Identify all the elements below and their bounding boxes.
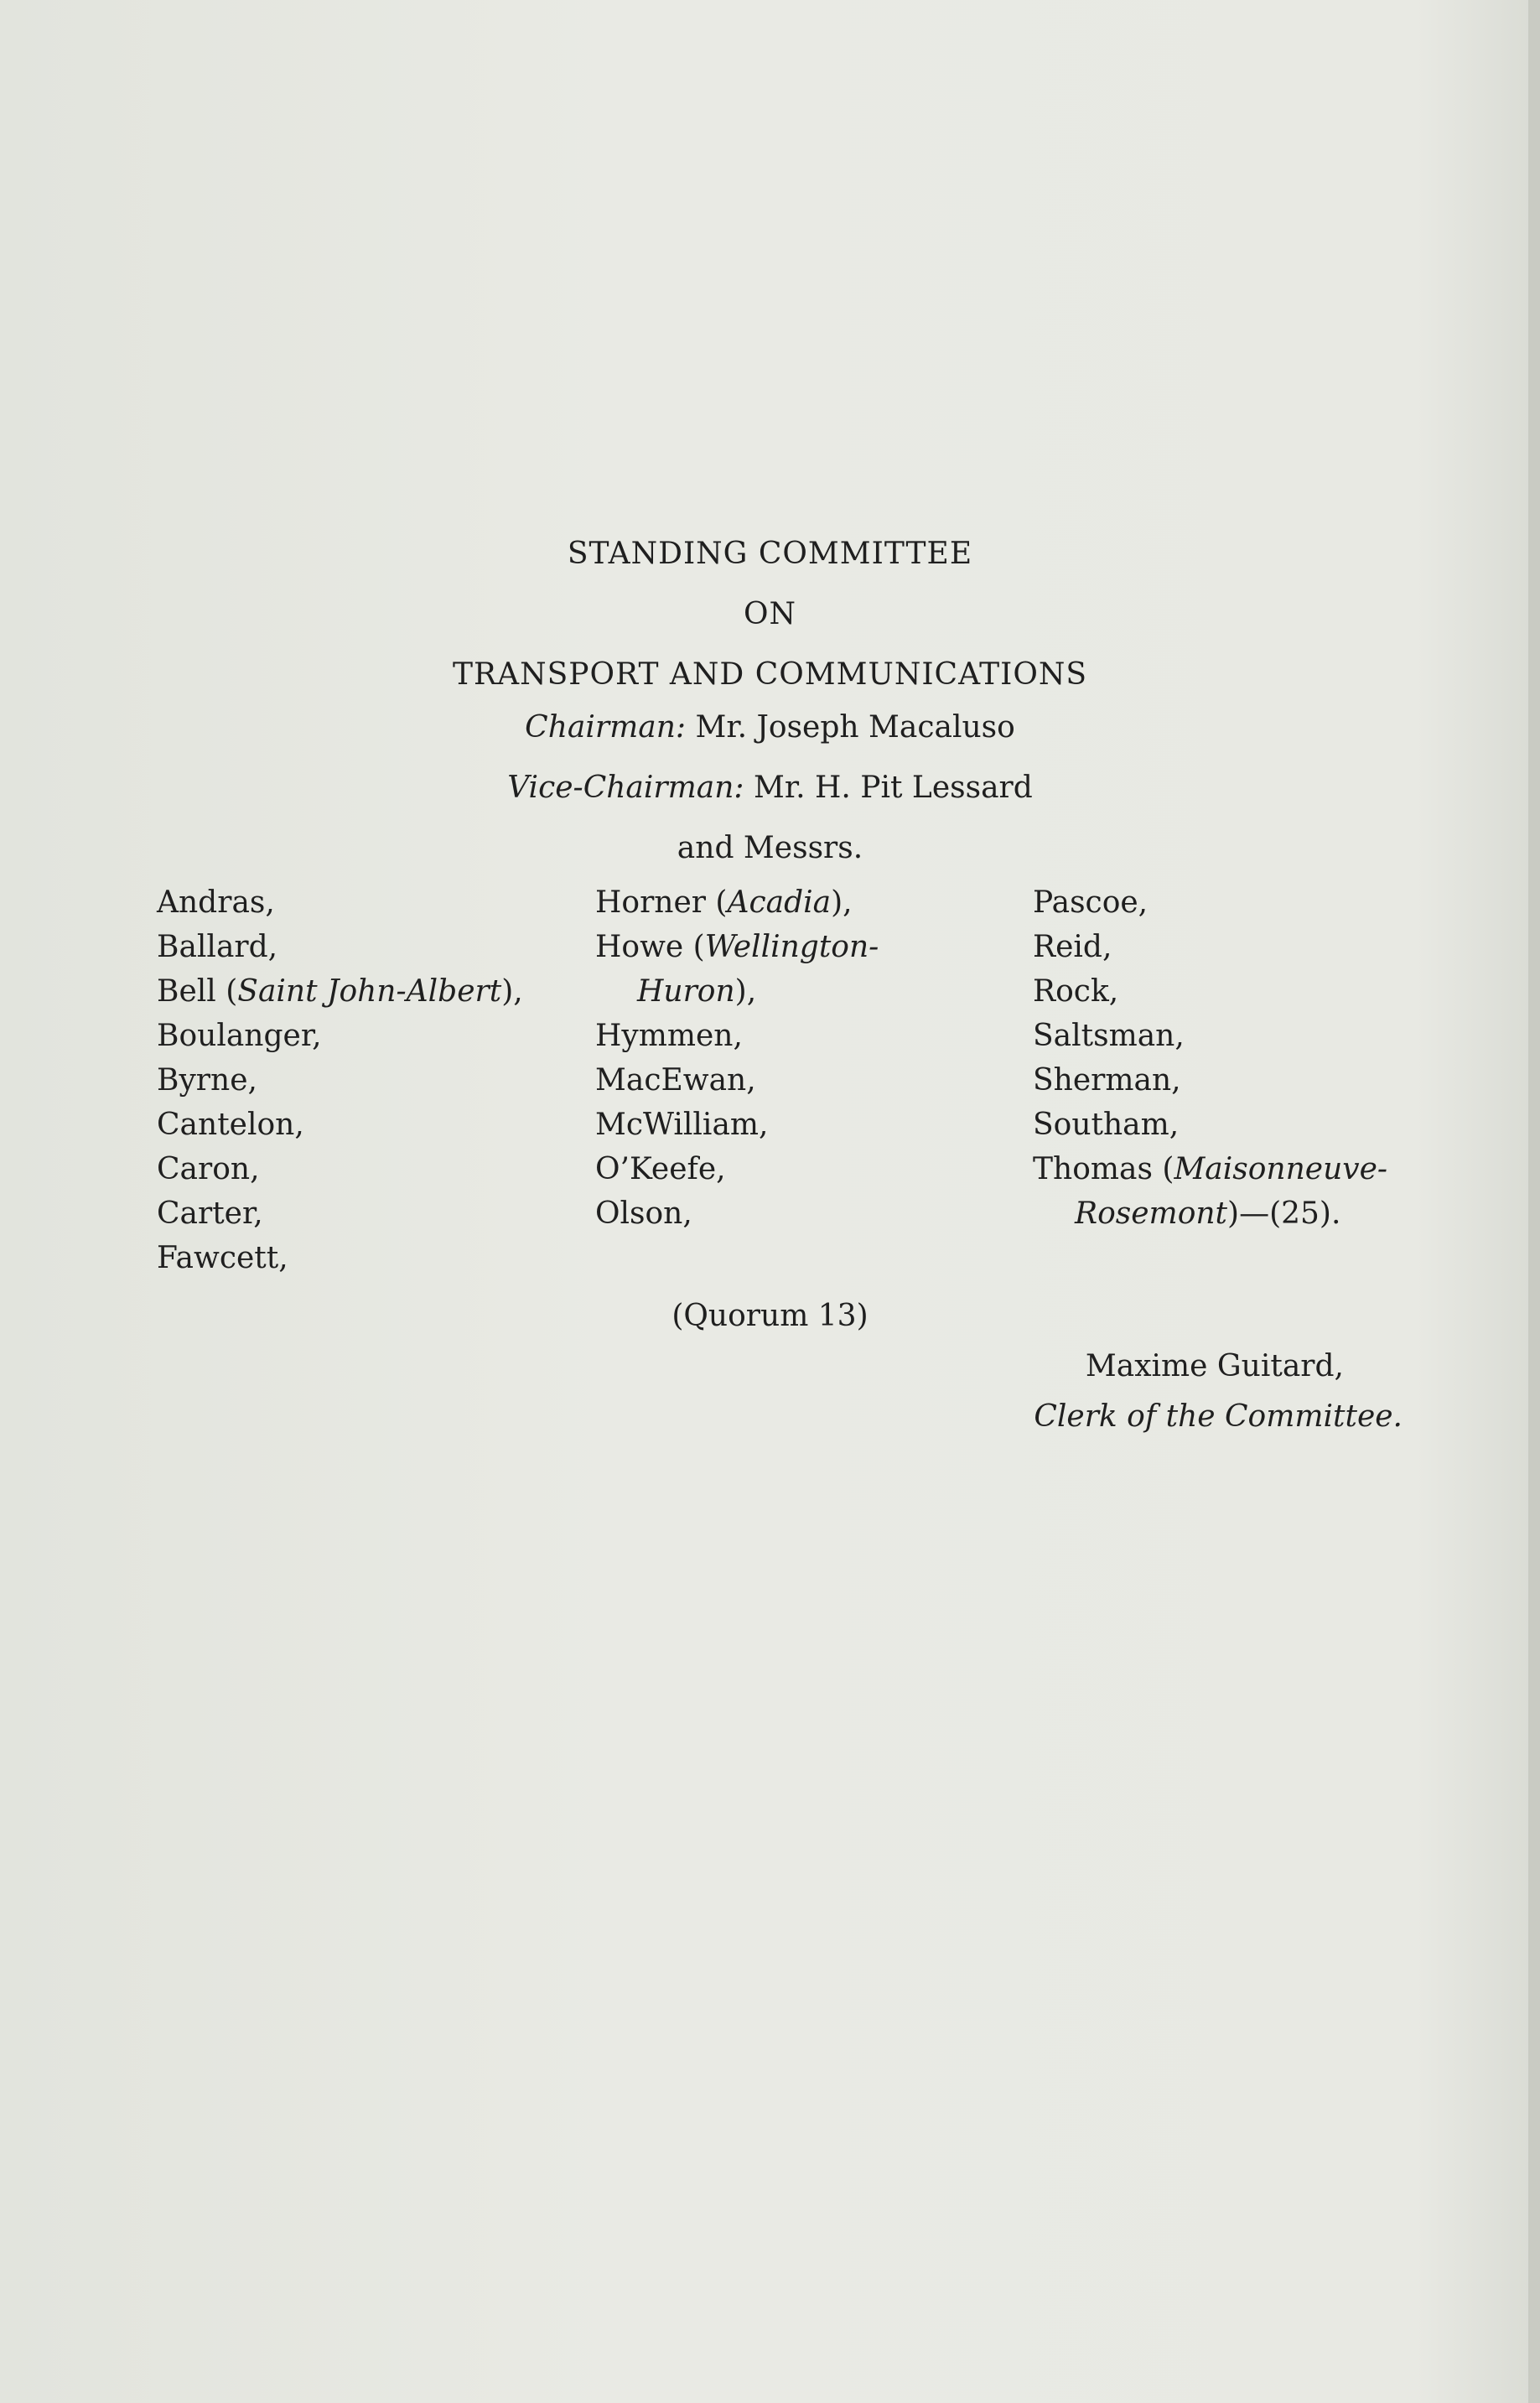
member-punct: ), [501, 974, 523, 1009]
vice-chairman-name: Mr. H. Pit Lessard [753, 771, 1033, 805]
members-column-1 [157, 880, 523, 1280]
member-riding: Saint John-Albert [237, 974, 502, 1009]
member-name: Andras, [157, 885, 275, 920]
member-name: Reid, [1033, 930, 1112, 964]
member-name [595, 925, 879, 969]
clerk-signature [1034, 1342, 1403, 1442]
page-edge [1528, 0, 1540, 2403]
member-riding: Wellington- [704, 930, 879, 964]
quorum-line: (Quorum 13) [671, 1299, 869, 1333]
member-name: Saltsman, [1033, 1019, 1185, 1053]
member-name: Boulanger, [157, 1019, 322, 1053]
vice-chairman-label: Vice-Chairman: [507, 771, 744, 805]
messrs-line: and Messrs. [677, 831, 863, 865]
member-name-cont [1033, 1191, 1387, 1236]
member-name: Rock, [1033, 974, 1119, 1009]
member-name: Carter, [157, 1196, 263, 1231]
chairman-label: Chairman: [525, 710, 687, 745]
heading-line-2: ON [743, 597, 796, 631]
member-riding: Maisonneuve- [1174, 1152, 1388, 1186]
member-riding: Huron [637, 974, 735, 1009]
member-name: MacEwan, [595, 1063, 756, 1098]
chairman-name: Mr. Joseph Macaluso [695, 710, 1015, 745]
chairman-line [0, 698, 1540, 758]
member-name [595, 880, 879, 925]
member-name: Pascoe, [1033, 885, 1149, 920]
member-name: Fawcett, [157, 1241, 288, 1275]
member-name [1033, 1147, 1387, 1191]
member-name: Southam, [1033, 1108, 1180, 1142]
heading-line-1: STANDING COMMITTEE [567, 537, 973, 571]
member-name: Olson, [595, 1196, 692, 1231]
member-name: Cantelon, [157, 1108, 304, 1142]
chair-block [0, 698, 1540, 879]
member-punct: ), [734, 974, 757, 1009]
clerk-title: Clerk of the Committee. [1034, 1399, 1403, 1434]
member-name: O’Keefe, [595, 1152, 726, 1186]
heading-line-3: TRANSPORT AND COMMUNICATIONS [452, 657, 1088, 692]
member-thomas: Thomas ( [1033, 1152, 1174, 1186]
clerk-name: Maxime Guitard, [1085, 1349, 1344, 1383]
member-count: )—(25). [1227, 1196, 1341, 1231]
committee-heading [0, 524, 1540, 705]
member-howe: Howe ( [595, 930, 705, 964]
members-column-3 [1033, 880, 1387, 1236]
member-name [157, 969, 523, 1014]
member-punct: ), [831, 885, 853, 920]
member-horner: Horner ( [595, 885, 728, 920]
member-name: Hymmen, [595, 1019, 743, 1053]
member-name: Caron, [157, 1152, 260, 1186]
member-name-cont [595, 969, 879, 1014]
member-riding: Acadia [727, 885, 832, 920]
vice-chairman-line [0, 758, 1540, 818]
member-name: Sherman, [1033, 1063, 1181, 1098]
members-column-2 [595, 880, 879, 1236]
member-bell: Bell ( [157, 974, 238, 1009]
member-name: Ballard, [157, 930, 278, 964]
member-riding: Rosemont [1075, 1196, 1228, 1231]
member-name: Byrne, [157, 1063, 257, 1098]
member-name: McWilliam, [595, 1108, 769, 1142]
